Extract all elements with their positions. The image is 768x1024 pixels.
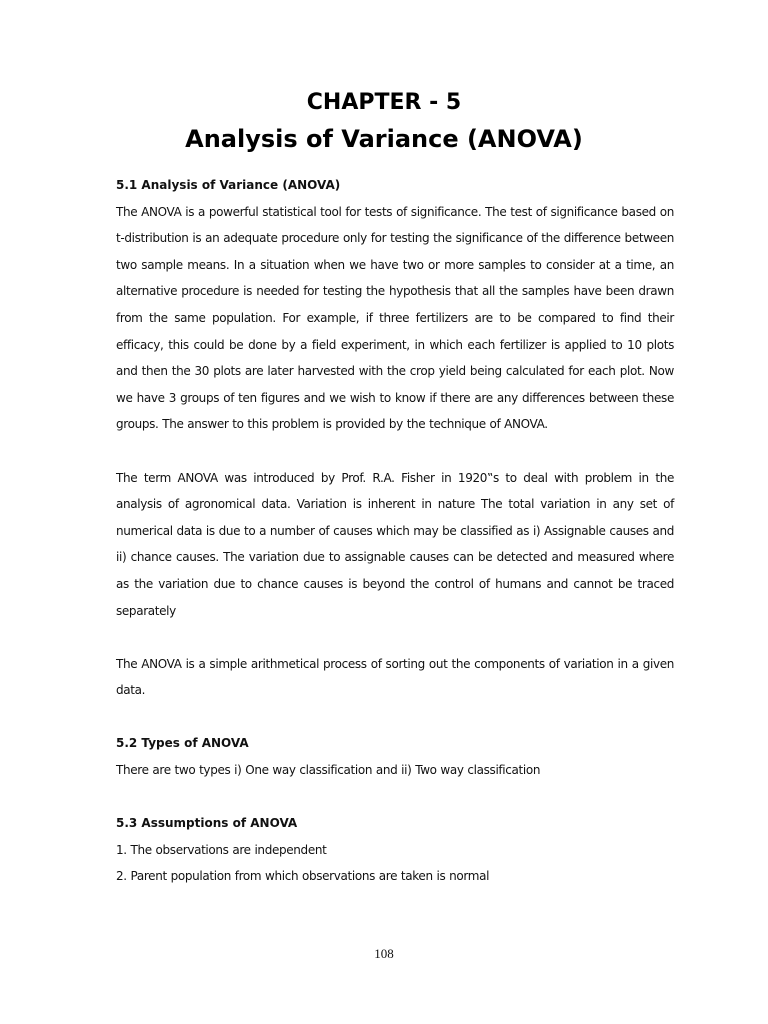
paragraph-spacer (116, 438, 674, 465)
section-heading-5-2: 5.2 Types of ANOVA (116, 736, 249, 751)
section-5-2 (116, 730, 674, 783)
chapter-title: Analysis of Variance (ANOVA) (185, 125, 583, 153)
section-5-3 (116, 810, 674, 890)
list-item: 2. Parent population from which observations are taken is normal (116, 869, 490, 884)
section-spacer (116, 704, 674, 731)
section-spacer (116, 784, 674, 811)
paragraph-anova-definition: The ANOVA is a simple arithmetical process of sorting out the components of variation in a given data. (116, 656, 674, 698)
page-number: 108 (374, 946, 394, 961)
paragraph-anova-types: There are two types i) One way classification and ii) Two way classification (116, 763, 541, 778)
chapter-label: CHAPTER - 5 (306, 90, 462, 115)
section-5-1 (116, 172, 674, 704)
paragraph-anova-intro: The ANOVA is a powerful statistical tool for tests of significance. The test of significance based on t-distribution is an adequate procedure only for testing the significance of the difference between two sample means. In a situation when we have two or more samples to consider at a time, an alternative procedure is needed for testing the hypothesis that all the samples have been drawn from the same population. For example, if three fertilizers are to be compared to find their efficacy, this could be done by a field experiment, in which each fertilizer is applied to 10 plots and then the 30 plots are later harvested with the crop yield being calculated for each plot. Now we have 3 groups of ten figures and we wish to know if there are any differences between these groups. The answer to this problem is provided by the technique of ANOVA. (116, 204, 674, 432)
section-heading-5-1: 5.1 Analysis of Variance (ANOVA) (116, 178, 341, 192)
list-item: 1. The observations are independent (116, 842, 327, 857)
paragraph-spacer (116, 624, 674, 651)
section-heading-5-3: 5.3 Assumptions of ANOVA (116, 816, 298, 831)
page-body (116, 172, 674, 890)
paragraph-anova-history: The term ANOVA was introduced by Prof. R.A. Fisher in 1920‟s to deal with problem in the analysis of agronomical data. Variation is inherent in nature The total variation in any set of numerical data is due to a number of causes which may be classified as i) Assignable causes and ii) chance causes. The variation due to assignable causes can be detected and measured where as the variation due to chance causes is beyond the control of humans and cannot be traced separately (116, 470, 674, 618)
